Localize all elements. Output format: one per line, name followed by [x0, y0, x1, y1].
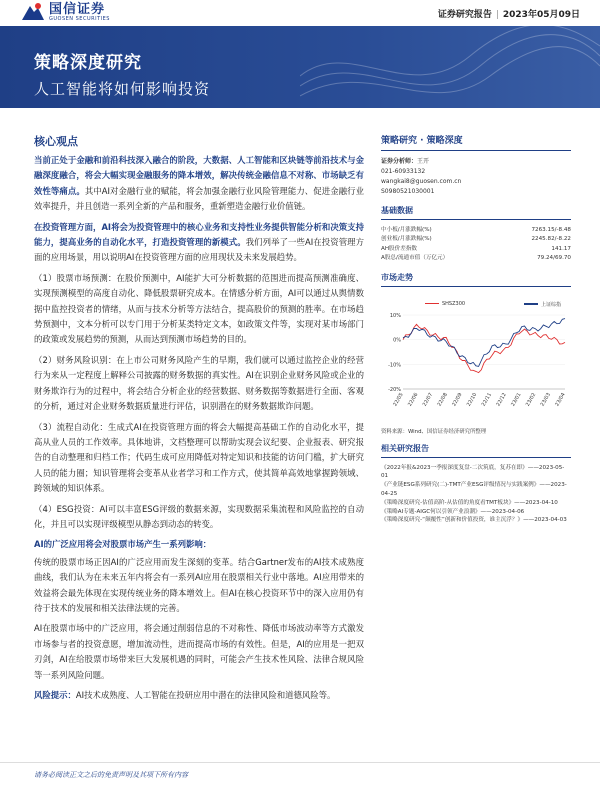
paragraph-4: （2）财务风险识别：在上市公司财务风险产生的早期，我们就可以通过监控企业的经营行为来从一定程度上解释公司披露的财务数据的真实性。AI在识别企业财务风险或企业的财务欺诈行为的过程中，将会结合分析企业的经营数据、财务数据等数据进行全面、客观的分析，通过对企业财务数据质量进行评估，识别潜在的财务数据欺诈问题。	[34, 354, 364, 412]
legend-swatch-blue	[524, 303, 538, 305]
basic-data-row: A股总/流通市值（万亿元） 79.24/69.70	[381, 255, 571, 262]
y-tick-label: 0%	[393, 337, 401, 344]
market-trend-divider	[381, 286, 571, 287]
y-tick-label: -10%	[388, 361, 401, 368]
related-report-item[interactable]: 《策略AI专题-AIGC何以引领产业浪潮》——2023-04-06	[381, 508, 525, 515]
analyst-info: 证券分析师：王开 021-60933132 wangkai8@guosen.com.cn S0980521030001	[381, 157, 571, 197]
top-bar	[0, 0, 600, 26]
banner-wave-decoration	[300, 26, 600, 108]
y-tick-label: 10%	[389, 312, 401, 319]
x-tick-label: 23/04	[554, 391, 567, 408]
basic-data-table	[381, 226, 571, 264]
related-reports-list	[381, 464, 571, 526]
series-line-shsz300	[403, 324, 565, 372]
paragraph-6: （4）ESG投资：AI可以丰富ESG评级的数据来源，实现数据采集流程和风险监控的自动化，并且可以实现评级模型从静态到动态的转变。	[34, 503, 364, 529]
report-subtitle: 人工智能将如何影响投资	[34, 80, 211, 98]
related-report-item[interactable]: 《策略深度研究-“颠覆性”创新和价值投资，谁主沉浮？》——2023-04-03	[381, 517, 567, 524]
main-content	[34, 133, 364, 708]
y-tick-label: -20%	[388, 386, 401, 393]
analyst-name: 王开	[417, 158, 430, 165]
analyst-license: S0980521030001	[381, 188, 435, 195]
chart-source: 资料来源：Wind、国信证券经济研究所整理	[381, 428, 487, 435]
x-tick-label: 23/01	[510, 391, 523, 408]
subsection-title: AI的广泛应用将会对股票市场产生一系列影响：	[34, 539, 212, 550]
legend-label-b: 上证综指	[540, 301, 561, 308]
logo-en: GUOSEN SECURITIES	[49, 15, 110, 22]
basic-data-title: 基础数据	[381, 206, 413, 215]
analyst-email[interactable]: wangkai8@guosen.com.cn	[381, 178, 462, 185]
series-line-sse	[403, 318, 565, 366]
x-tick-label: 22/05	[392, 391, 405, 408]
related-report-item[interactable]: 《策略深度研究-估值高阶-从估值的角度看TMT板块》——2023-04-10	[381, 499, 558, 506]
report-title: 策略深度研究	[34, 53, 142, 73]
paragraph-7: 传统的股票市场正因AI的广泛应用而发生深刻的变革。结合Gartner发布的AI技术成熟度曲线，我们认为在未来五年内将会有一系列AI应用在股票相关行业中落地。AI应用带来的效益将会最先体现在实现传统业务的降本增效上。但AI在核心投资环节中的深入应用仍有待于技术的发展和相关法律法规的完善。	[34, 556, 364, 613]
x-tick-label: 22/06	[407, 391, 420, 408]
legend-label-a: SHSZ300	[442, 300, 466, 307]
paragraph-1: 当前正处于金融和前沿科技深入融合的阶段，大数据、人工智能和区块链等前沿技术与金融深度融合，将会大幅实现金融服务的降本增效，解决传统金融信息不对称、市场缺乏有效性等痛点。其中AI对金融行业的赋能，将会加强金融行业风险管理能力、促进金融行业效率提升，并且创造一系列全新的产品和服务，重新塑造金融行业价值链。	[34, 155, 364, 212]
x-tick-label: 23/03	[539, 391, 553, 408]
guosen-logo	[22, 2, 110, 22]
sidebar-category: 策略研究 · 策略深度	[381, 136, 463, 146]
x-tick-label: 22/09	[451, 391, 464, 408]
x-tick-label: 22/11	[480, 391, 494, 408]
section-title: 核心观点	[34, 135, 78, 148]
footer-disclaimer: 请务必阅读正文之后的免责声明及其项下所有内容	[34, 771, 188, 779]
basic-data-row: 创业板/月涨跌幅(%) 2245.82/-8.22	[381, 236, 571, 243]
paragraph-8: AI在股票市场中的广泛应用，将会通过削弱信息的不对称性、降低市场波动率等方式激发市场参与者的投资意愿，增加流动性，进而提高市场的有效性。但是，AI的应用是一把双刃剑，AI在给股票市场带来巨大发展机遇的同时，可能会产生技术性风险、法律合规风险等一系列风险问题。	[34, 623, 364, 680]
report-type: 证券研究报告	[437, 10, 492, 20]
sidebar	[381, 133, 571, 525]
x-tick-label: 23/02	[524, 391, 538, 408]
paragraph-5: （3）流程自动化：生成式AI在投资管理方面的将会大幅提高基础工作的自动化水平，提高从业人员的工作效率。具体地讲，文档整理可以帮助实现会议纪要、企业报表、研究报告的自动整理和归档工作；代码生成可应用降低对特定知识和技能的访问门槛，扩大研究人员的能力圈；知识管理将会变革从业者学习和工作方式，使其简单高效地掌握跨领域、跨领域的知识体系。	[34, 421, 364, 494]
analyst-phone: 021-60933132	[381, 168, 426, 175]
trend-chart-svg	[381, 307, 571, 425]
related-report-item[interactable]: 《产业链ESG系列研究(二)-TMT产业ESG评级情况与实践案例》——2023-04-25	[381, 482, 567, 498]
risk-paragraph: 风险提示：AI技术成熟度、人工智能在投研应用中潜在的法律风险和道德风险等。	[34, 690, 336, 700]
basic-data-row: 中小板/月涨跌幅(%) 7263.15/-8.48	[381, 227, 571, 233]
report-date: 2023年05月09日	[502, 10, 580, 20]
logo-cn: 国信证券	[49, 1, 106, 17]
x-tick-label: 22/12	[495, 391, 508, 408]
guosen-logo-icon	[22, 2, 44, 22]
report-meta: 证券研究报告 | 2023年05月09日	[437, 10, 580, 20]
related-reports-title: 相关研究报告	[381, 443, 429, 453]
x-tick-label: 22/10	[465, 391, 479, 408]
basic-data-row: AH股价差指数 141.17	[381, 245, 571, 252]
related-report-item[interactable]: 《2022年报&2023一季报深度复盘-二次筑底，复苏在即》——2023-05-01	[381, 464, 565, 480]
basic-data-divider	[381, 219, 571, 220]
market-trend-chart	[381, 293, 571, 425]
legend-swatch-red	[425, 303, 439, 305]
market-trend-title: 市场走势	[381, 272, 413, 282]
paragraph-2: 在投资管理方面，AI将会为投资管理中的核心业务和支持性业务提供智能分析和决策支持能力，提高业务的自动化水平，打造投资管理的新模式。我们列举了一些AI在投资管理方面的应用场景，用以说明AI在投资管理方面的应用现状及未来发展趋势。	[34, 221, 365, 263]
risk-label: 风险提示：	[34, 690, 76, 700]
footer-divider	[0, 762, 600, 763]
title-banner	[0, 26, 600, 108]
paragraph-3: （1）股票市场预测：在股价预测中，AI能扩大可分析数据的范围进而提高预测准确度、实现预测模型的高度自动化、降低股票研究成本。在情感分析方面，AI可以通过从舆情数据中监控投资者的情绪，从而与技术分析等方法结合，提高股价的预测的胜率。在市场趋势预测中，文本分析可以专门用于分析某类特定文本，如政策文件等，实现对某市场部门的政策或发展趋势的预测，从而达到预测市场趋势的目的。	[34, 272, 364, 345]
x-tick-label: 22/07	[421, 391, 435, 408]
related-reports-divider	[381, 457, 571, 458]
x-tick-label: 22/08	[436, 391, 449, 408]
sidebar-divider	[381, 150, 571, 151]
